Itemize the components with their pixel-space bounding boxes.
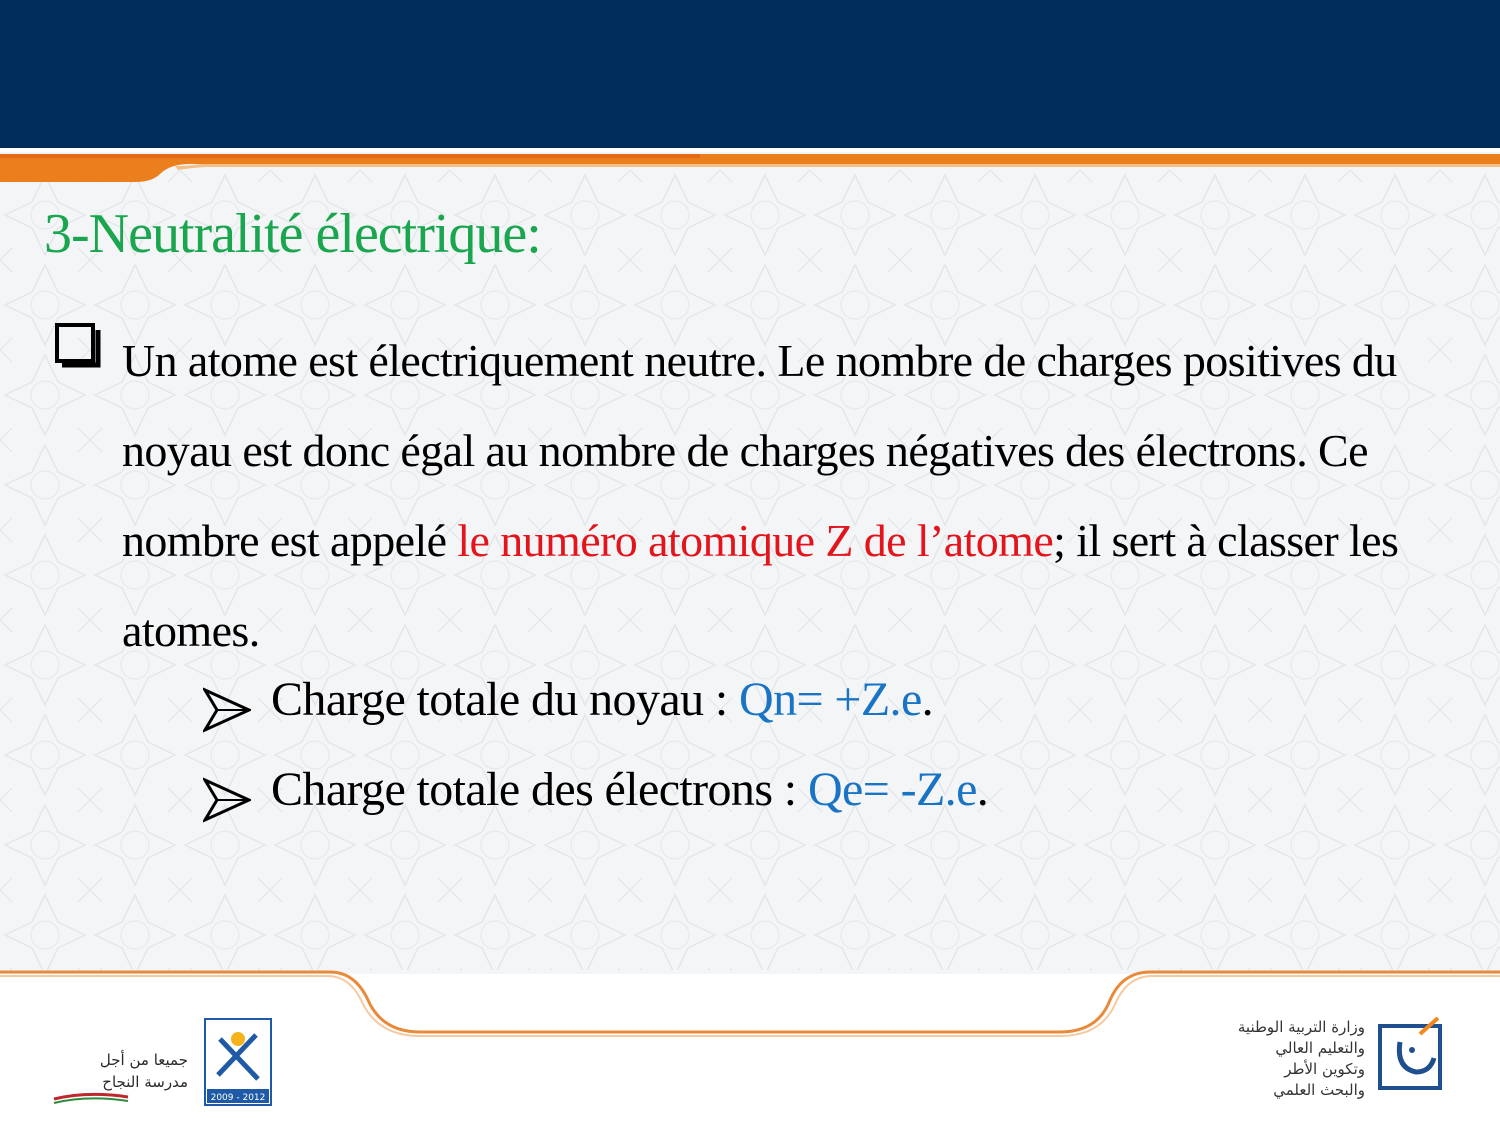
header-band: [0, 0, 1500, 148]
bullet-end: .: [976, 763, 989, 816]
bullet-label: Charge totale du noyau :: [271, 673, 740, 726]
bullet-label: Charge totale des électrons :: [271, 763, 808, 816]
atomic-number-highlight: le numéro atomique Z de l’atome: [457, 515, 1054, 566]
bullet-end: .: [921, 673, 934, 726]
ministry-line1: وزارة التربية الوطنية: [1237, 1018, 1365, 1036]
square-bullet-icon: [54, 322, 102, 370]
logo-left-line2: مدرسة النجاح: [102, 1073, 188, 1091]
arrow-bullet-icon: [203, 686, 251, 734]
formula-qn: Qn= +Z.e: [739, 673, 922, 726]
slide-title: 3-Neutralité électrique:: [44, 203, 541, 265]
arrow-bullet-icon: [203, 776, 251, 824]
ministry-line4: والبحث العلمي: [1273, 1081, 1365, 1099]
left-logo: [48, 1015, 278, 1107]
logo-years: 2009 - 2012: [210, 1093, 266, 1103]
ministry-line2: والتعليم العالي: [1275, 1039, 1365, 1057]
ministry-logo: [1100, 1012, 1450, 1102]
paragraph-text-2: ; il sert à classer les atomes.: [122, 515, 1399, 656]
paragraph-text-1: Un atome est électriquement neutre. Le nombre de charges positives du noyau est donc égal au nombre de charges négatives des électrons. Ce nombre est appelé: [122, 335, 1397, 566]
ministry-line3: وتكوين الأطر: [1284, 1060, 1365, 1078]
main-paragraph: [122, 316, 1412, 676]
header-accent-lines: [0, 140, 1500, 200]
logo-left-line1: جميعا من أجل: [99, 1051, 188, 1069]
formula-qe: Qe= -Z.e: [807, 763, 977, 816]
